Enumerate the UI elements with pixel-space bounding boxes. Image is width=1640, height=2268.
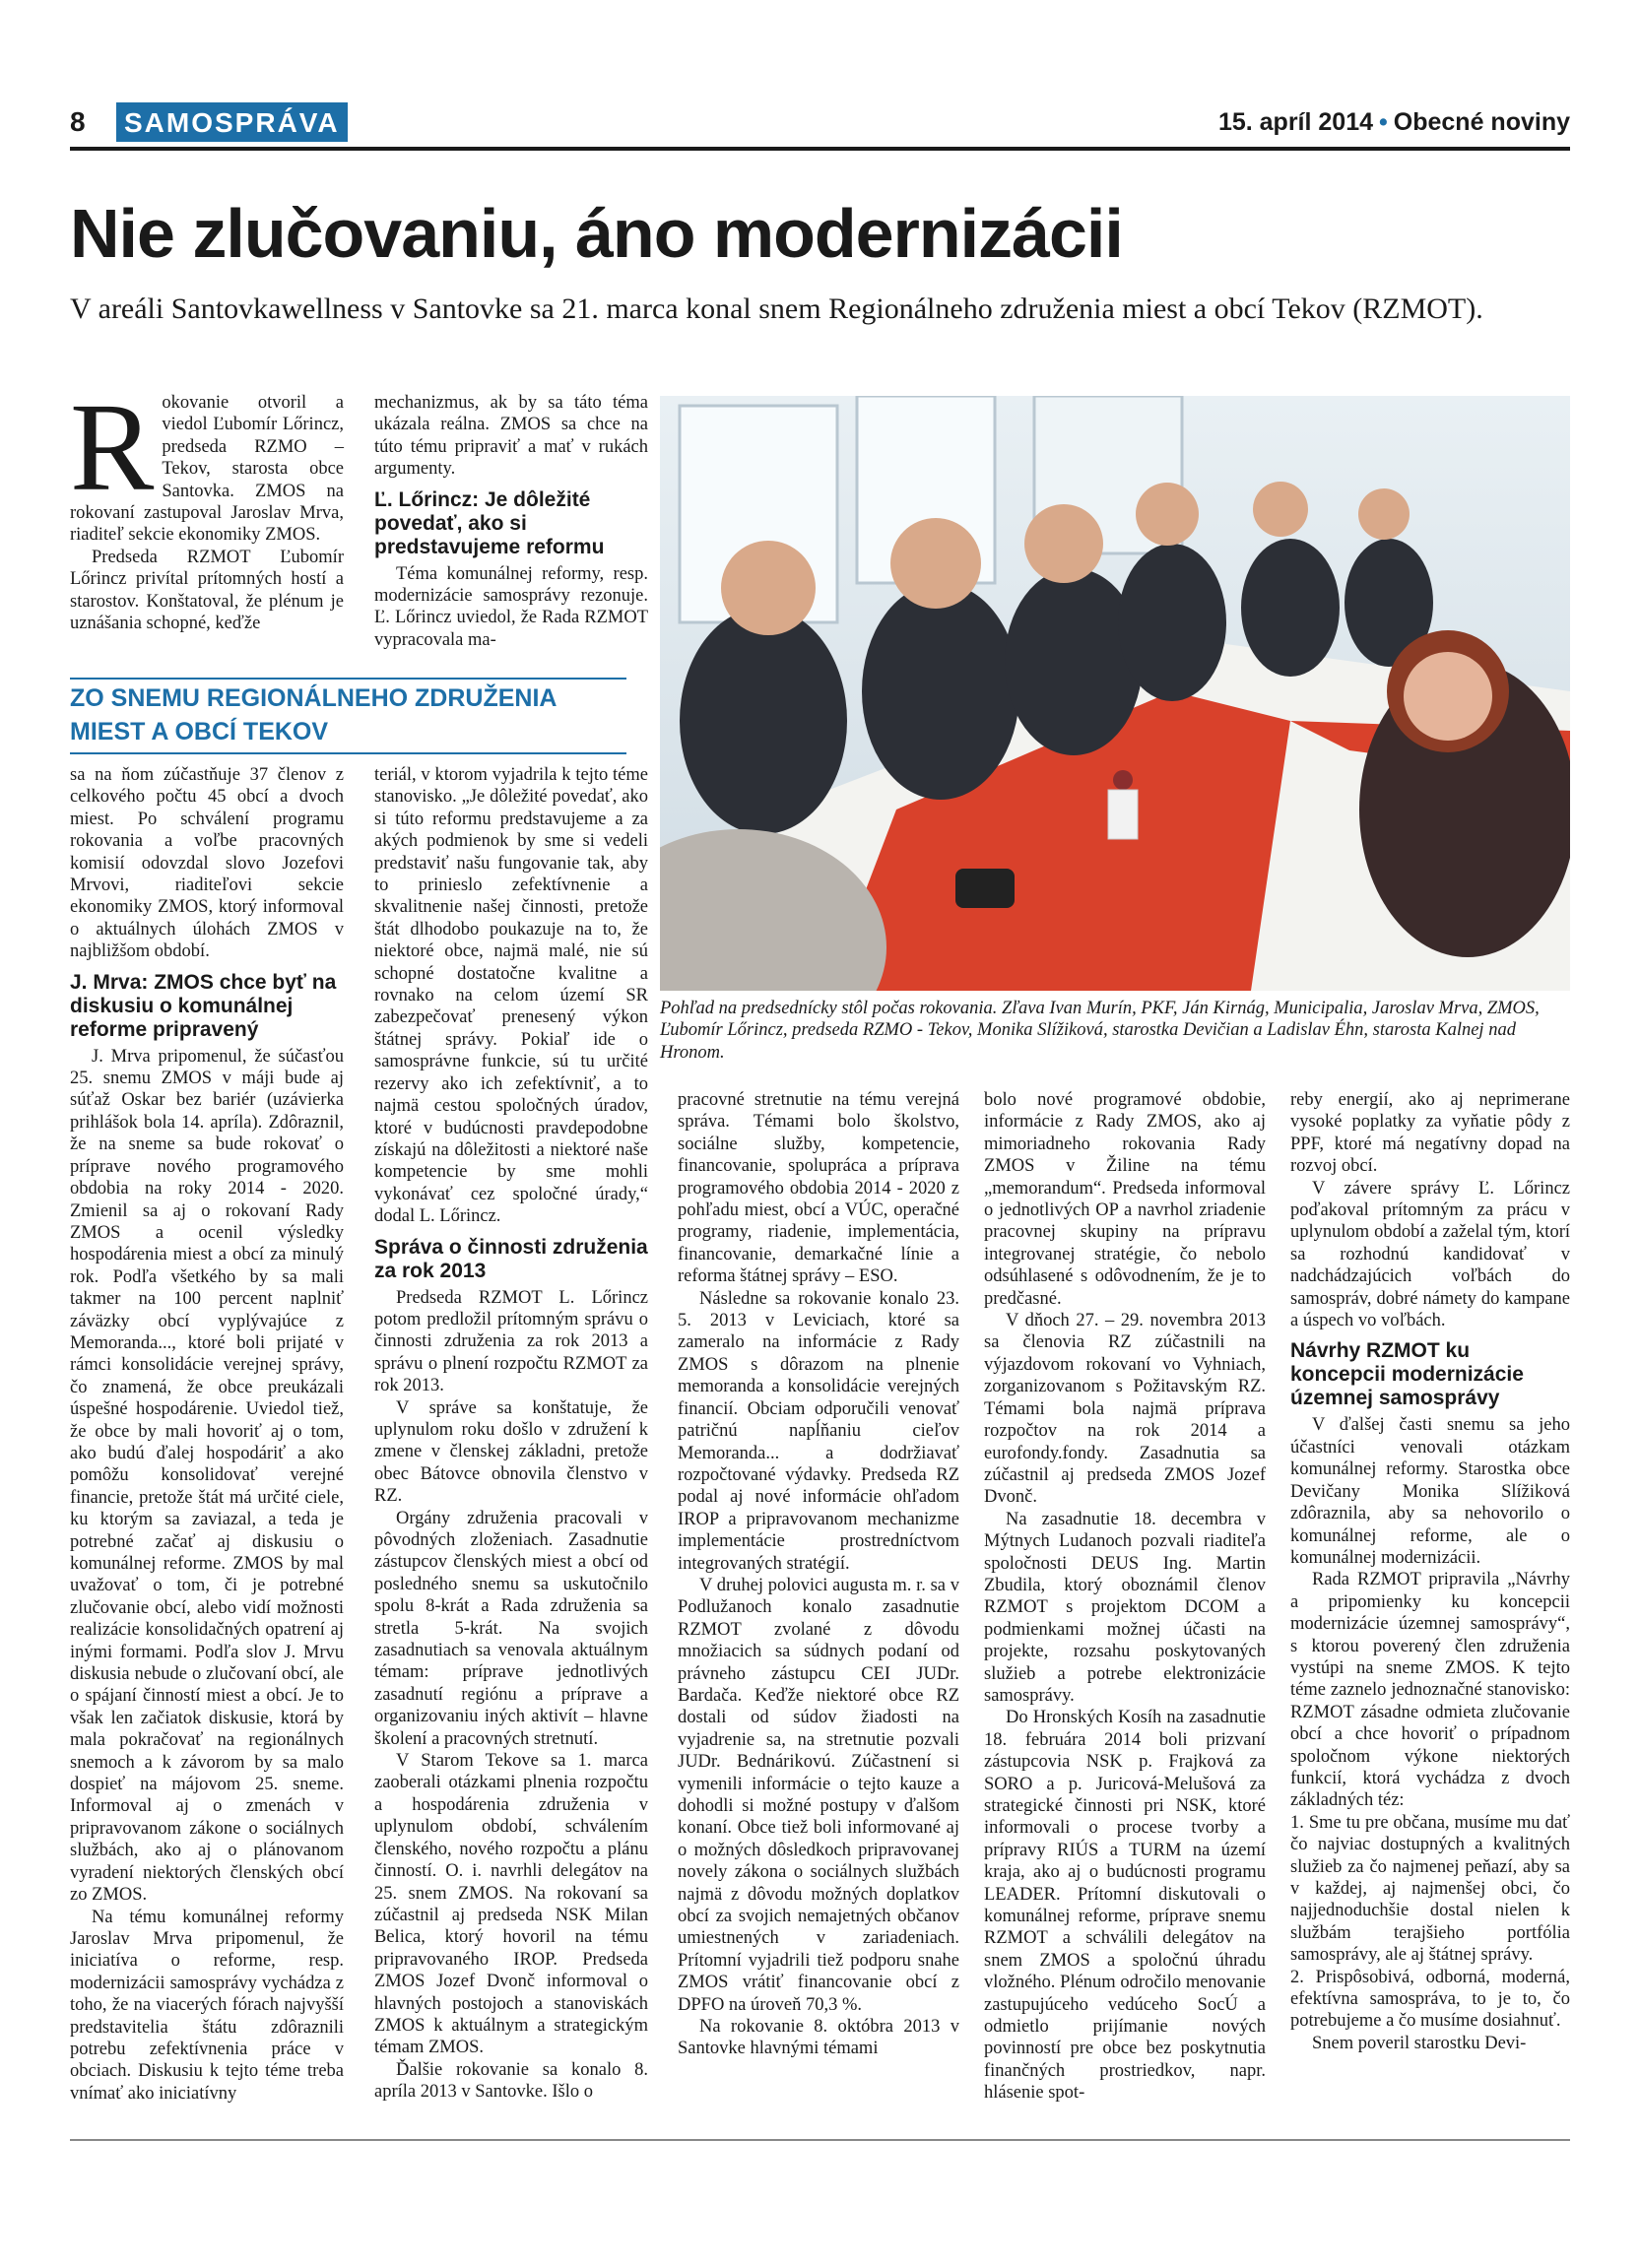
column-1-top (70, 377, 344, 634)
subheading: J. Mrva: ZMOS chce byť na diskusiu o komunálnej reforme pripravený (70, 970, 337, 1041)
bottom-rule (70, 2139, 1570, 2141)
column-2-bottom (374, 764, 648, 2104)
paragraph: V druhej polovici augusta m. r. sa v Podlužanoch konalo zasadnutie RZMOT zvolané z dôvodu množiacich sa súdnych podaní od právneho zástupcu CEI JUDr. Bardača. Keďže niektoré obce RZ dostali od súdov žiadosti na vyjadrenie sa, na stretnutie pozvali JUDr. Bednárikovú. Zúčastnení si vymenili informácie o tejto kauze a dohodli si možné postupy v ďalšom konaní. Obce tiež boli informované aj o možných dôsledkoch pripravovanej novely zákona o sociálnych službách najmä z dôvodu možných doplatkov obcí za svojich nemajetných občanov umiestnených v zariadeniach. Prítomní vyjadrili tiež podporu snahe ZMOS vrátiť financovanie obcí z DPFO na úroveň 70,3 %. (678, 1575, 959, 2015)
section-label: SAMOSPRÁVA (116, 102, 348, 142)
column-2-top (374, 392, 648, 651)
column-4 (984, 1089, 1266, 2105)
paragraph: V správe sa konštatuje, že uplynulom roku došlo v združení k zmene v členskej základni, pretože obec Bátovce obnovila členstvo v RZ. (374, 1397, 648, 1507)
publication-name: Obecné noviny (1393, 108, 1570, 136)
issue-info (1218, 108, 1570, 137)
paragraph: 2. Prispôsobivá, odborná, moderná, efektívna samospráva, to je to, čo potrebujeme a čo musíme dosiahnuť. (1290, 1967, 1570, 2032)
header-rule (70, 147, 1570, 151)
subheading: Ľ. Lőrincz: Je dôležité povedať, ako si predstavujeme reformu (374, 487, 605, 558)
paragraph: V závere správy Ľ. Lőrincz poďakoval prítomným za prácu v uplynulom období a zaželal tým, ktorí sa rozhodnú kandidovať v nadchádzajúcich voľbách do samospráv, dobré námety do kampane a úspech vo voľbách. (1290, 1178, 1570, 1331)
photo-caption: Pohľad na predsednícky stôl počas rokovania. Zľava Ivan Murín, PKF, Ján Kirnág, Municipalia, Jaroslav Mrva, ZMOS, Ľubomír Lőrincz, predseda RZMO - Tekov, Monika Slížiková, starostka Devičian a Ladislav Éhn, starosta Kalnej nad Hronom. (660, 999, 1540, 1063)
lead-paragraph: V areáli Santovkawellness v Santovke sa 21. marca konal snem Regionálneho združenia miest a obcí Tekov (RZMOT). (70, 292, 1483, 325)
paragraph: Na zasadnutie 18. decembra v Mýtnych Ludanoch pozvali riaditeľa spoločnosti DEUS Ing. Martin Zbudila, ktorý oboznámil členov RZMOT s projektom DCOM a podmienkami možnej účasti na projekte, rozsahu poskytovaných služieb a potrebe elektronizácie samosprávy. (984, 1509, 1266, 1706)
paragraph: Téma komunálnej reformy, resp. modernizácie samosprávy rezonuje. Ľ. Lőrincz uviedol, že Rada RZMOT vypracovala ma- (374, 563, 648, 650)
paragraph: 1. Sme tu pre občana, musíme mu dať čo najviac dostupných a kvalitných služieb za čo najmenej peňazí, aby sa v každej, aj najmenšej obci, čo najjednoduchšie dostal nielen k službám terajšieho portfólia samosprávy, ale aj štátnej správy. (1290, 1812, 1570, 1966)
paragraph: J. Mrva pripomenul, že súčasťou 25. snemu ZMOS v máji bude aj súťaž Oskar bez bariér (uzávierka prihlášok bola 14. apríla). Zdôraznil, že na sneme sa bude rokovať o príprave nového programového obdobia na roky 2014 - 2020. Zmienil sa aj o rokovaní Rady ZMOS a ocenil výsledky hospodárenia miest a obcí za minulý rok. Podľa všetkého by sa mali takmer na 100 percent naplniť záväzky obcí vyplývajúce z Memoranda..., ktoré boli prijaté v rámci konsolidácie verejnej správy, čo znamená, že obce preukázali úspešné hospodárenie. Uviedol tiež, že obce by mali hovoriť aj o tom, ako budú ďalej hospodáriť a ako pomôžu konsolidovať verejné financie, pretože štát má určité ciele, ku ktorým sa zaviazal, a teda je potrebné začať aj diskusiu o komunálnej reforme. ZMOS by mal uvažovať o tom, či je potrebné zlučovanie obcí, alebo vidí možnosti realizácie konsolidačných opatrení aj inými formami. Podľa slov J. Mrvu diskusia nebude o zlučovaní obcí, ale o spájaní činností miest a obcí. Je to však len začiatok diskusie, ktorá by mala pokračovať na regionálnych snemoch a k závorom by sa malo dospieť na májovom 25. sneme. Informoval aj o zmenách v pripravovanom zákone o sociálnych službách, ako aj o plánovanom vyradení niektorých členských obcí zo ZMOS. (70, 1046, 344, 1906)
paragraph: V dňoch 27. – 29. novembra 2013 sa členovia RZ zúčastnili na výjazdovom rokovaní vo Vyhniach, zorganizovanom s Požitavským RZ. Témami bola najmä príprava rozpočtov na rok 2014 a eurofondy.fondy. Zasadnutia sa zúčastnil aj predseda ZMOS Jozef Dvonč. (984, 1311, 1266, 1508)
paragraph: Následne sa rokovanie konalo 23. 5. 2013 v Leviciach, ktoré sa zameralo na informácie z Rady ZMOS s dôrazom na plnenie memoranda a konsolidácie verejných financií. Obciam odporučili venovať patričnú napĺňaniu cieľov Memoranda... a dodržiavať rozpočtované výdavky. Predseda RZ podal aj nové informácie ohľadom IROP a pripravovanom mechanizme implementácie prostredníctvom integrovaných stratégií. (678, 1288, 959, 1574)
meeting-photo (660, 396, 1570, 991)
section-banner: ZO SNEMU REGIONÁLNEHO ZDRUŽENIA MIEST A OBCÍ TEKOV (70, 678, 626, 754)
issue-date: 15. apríl 2014 (1217, 108, 1374, 136)
paragraph: Na rokovanie 8. októbra 2013 v Santovke hlavnými témami (678, 2017, 959, 2059)
paragraph: V Starom Tekove sa 1. marca zaoberali otázkami plnenia rozpočtu a hospodárenia združenia v uplynulom období, schválením členského, nového rozpočtu a plánu činností. O. i. navrhli delegátov na 25. snem ZMOS. Na rokovaní sa zúčastnil aj predseda NSK Milan Belica, ktorý hovoril na tému pripravovaného IROP. Predseda ZMOS Jozef Dvonč informoval o hlavných postojoch a stanoviskách ZMOS k aktuálnym a strategickým témam ZMOS. (374, 1751, 648, 2058)
paragraph: Ďalšie rokovanie sa konalo 8. apríla 2013 v Santovke. Išlo o (374, 2059, 648, 2103)
subheading: Správa o činnosti združenia za rok 2013 (374, 1235, 648, 1282)
column-1-bottom (70, 764, 344, 2105)
paragraph: reby energií, ako aj neprimerane vysoké poplatky za vyňatie pôdy z PPF, ktoré má negatívny dopad na rozvoj obcí. (1290, 1090, 1570, 1177)
paragraph: bolo nové programové obdobie, informácie z Rady ZMOS, ako aj mimoriadneho rokovania Rady ZMOS v Žiline na tému „memorandum“. Predseda informoval o jednotlivých OP a navrhol zriadenie pracovnej skupiny na prípravu integrovanej stratégie, čo nebolo odsúhlasené s odôvodnením, že je to predčasné. (984, 1090, 1266, 1309)
paragraph: mechanizmus, ak by sa táto téma ukázala reálna. ZMOS sa chce na túto tému pripraviť a mať v rukách argumenty. (374, 393, 648, 480)
column-3 (678, 1089, 959, 2060)
meeting-photo-illustration (660, 396, 1570, 991)
subheading: Návrhy RZMOT ku koncepcii modernizácie územnej samosprávy (1290, 1339, 1524, 1410)
column-5 (1290, 1089, 1570, 2054)
paragraph: Do Hronských Kosíh na zasadnutie 18. februára 2014 boli prizvaní zástupcovia NSK p. Frajková za SORO a p. Juricová-Melušová za strategické činnosti pri NSK, ktoré informovali o procese tvorby a prípravy RIÚS a TURM na území kraja, ako aj o budúcnosti programu LEADER. Prítomní diskutovali o komunálnej reforme, príprave snemu RZMOT a schválili delegátov na snem ZMOS a spoločnú úhradu vložného. Plénum odročilo menovanie zastupujúceho vedúceho SocÚ a odmietlo prijímanie nových povinností pre obce bez poskytnutia finančných prostriedkov, napr. hlásenie spot- (984, 1708, 1266, 2104)
separator-dot: • (1379, 108, 1388, 136)
paragraph: Orgány združenia pracovali v pôvodných zloženiach. Zasadnutie zástupcov členských miest a obcí od posledného snemu sa uskutočnilo spolu 8-krát a Rada združenia sa stretla 5-krát. Na svojich zasadnutiach sa venovala aktuálnym témam: príprave jednotlivých zasadnutí regiónu a príprave a organizovaniu iných aktivít – hlavne školení a pracovných stretnutí. (374, 1508, 648, 1749)
paragraph: V ďalšej časti snemu sa jeho účastníci venovali otázkam komunálnej reformy. Starostka obce Devičany Monika Slížiková zdôraznila, aby sa nehovorilo o komunálnej reforme, ale o komunálnej modernizácii. (1290, 1415, 1570, 1568)
paragraph: Snem poveril starostku Devi- (1312, 2033, 1527, 2053)
headline: Nie zlučovaniu, áno modernizácii (70, 195, 1123, 272)
paragraph: Predseda RZMOT L. Lőrincz potom predložil prítomným správu o činnosti združenia za rok 2013 a správu o plnení rozpočtu RZMOT za rok 2013. (374, 1287, 648, 1396)
page-number: 8 (70, 106, 86, 137)
paragraph: teriál, v ktorom vyjadrila k tejto téme stanovisko. „Je dôležité povedať, ako si túto reformu predstavujeme a za akých podmienok by sme si vedeli predstaviť našu fungovanie tak, aby to prinieslo zefektívnenie a skvalitnenie našej činnosti, pretože štát dlhodobo poukazuje na to, že niektoré obce, najmä malé, nie sú schopné dostatočne kvalitne a rovnako na celom území SR zabezpečovať prenesený výkon štátnej správy. Pokiaľ ide o samosprávne funkcie, sú tu určité rezervy ako ich zefektívniť, a to najmä cestou spoločných úradov, ktoré v budúcnosti pravdepodobne získajú na dôležitosti a niektoré naše kompetencie by sme mohli vykonávať cez spoločné úrady,“ dodal L. Lőrincz. (374, 765, 648, 1227)
paragraph: Predseda RZMOT Ľubomír Lőrincz privítal prítomných hostí a starostov. Konštatoval, že plénum je uznášania schopné, keďže (70, 547, 344, 634)
paragraph: pracovné stretnutie na tému verejná správa. Témami bolo školstvo, sociálne služby, kompetencie, financovanie, spolupráca a príprava programového obdobia 2014 - 2020 z pohľadu miest, obcí a VÚC, operačné programy, riadenie, implementácia, financovanie, demarkačné línie a reforma štátnej správy – ESO. (678, 1090, 959, 1287)
paragraph: sa na ňom zúčastňuje 37 členov z celkového počtu 45 obcí a dvoch miest. Po schválení programu rokovania a voľbe pracovných komisií odovzdal slovo Jozefovi Mrvovi, riaditeľovi sekcie ekonomiky ZMOS, ktorý informoval o aktuálnych úlohách ZMOS v najbližšom období. (70, 765, 344, 962)
paragraph: Na tému komunálnej reformy Jaroslav Mrva pripomenul, že iniciatíva o reforme, resp. modernizácii samosprávy vychádza z toho, že na viacerých fórach najvyšší predstavitelia štátu zdôraznili potrebu zefektívnenia práce v obciach. Diskusiu k tejto téme treba vnímať ako iniciatívny (70, 1907, 344, 2104)
paragraph: okovanie otvoril a viedol Ľubomír Lőrincz, predseda RZMO –Tekov, starosta obce Santovka. ZMOS na rokovaní zastupoval Jaroslav Mrva, riaditeľ sekcie ekonomiky ZMOS. (70, 393, 344, 546)
paragraph: Rada RZMOT pripravila „Návrhy a pripomienky ku koncepcii modernizácie územnej samosprávy“, s ktorou poverený člen združenia vystúpi na sneme ZMOS. K tejto téme zaznelo jednoznačné stanovisko: RZMOT zásadne odmieta zlučovanie obcí a chce hovoriť o prípadnom spoločnom výkone niektorých funkcií, ktorá vychádza z dvoch základných téz: (1290, 1570, 1570, 1811)
drop-cap: R (70, 377, 155, 517)
